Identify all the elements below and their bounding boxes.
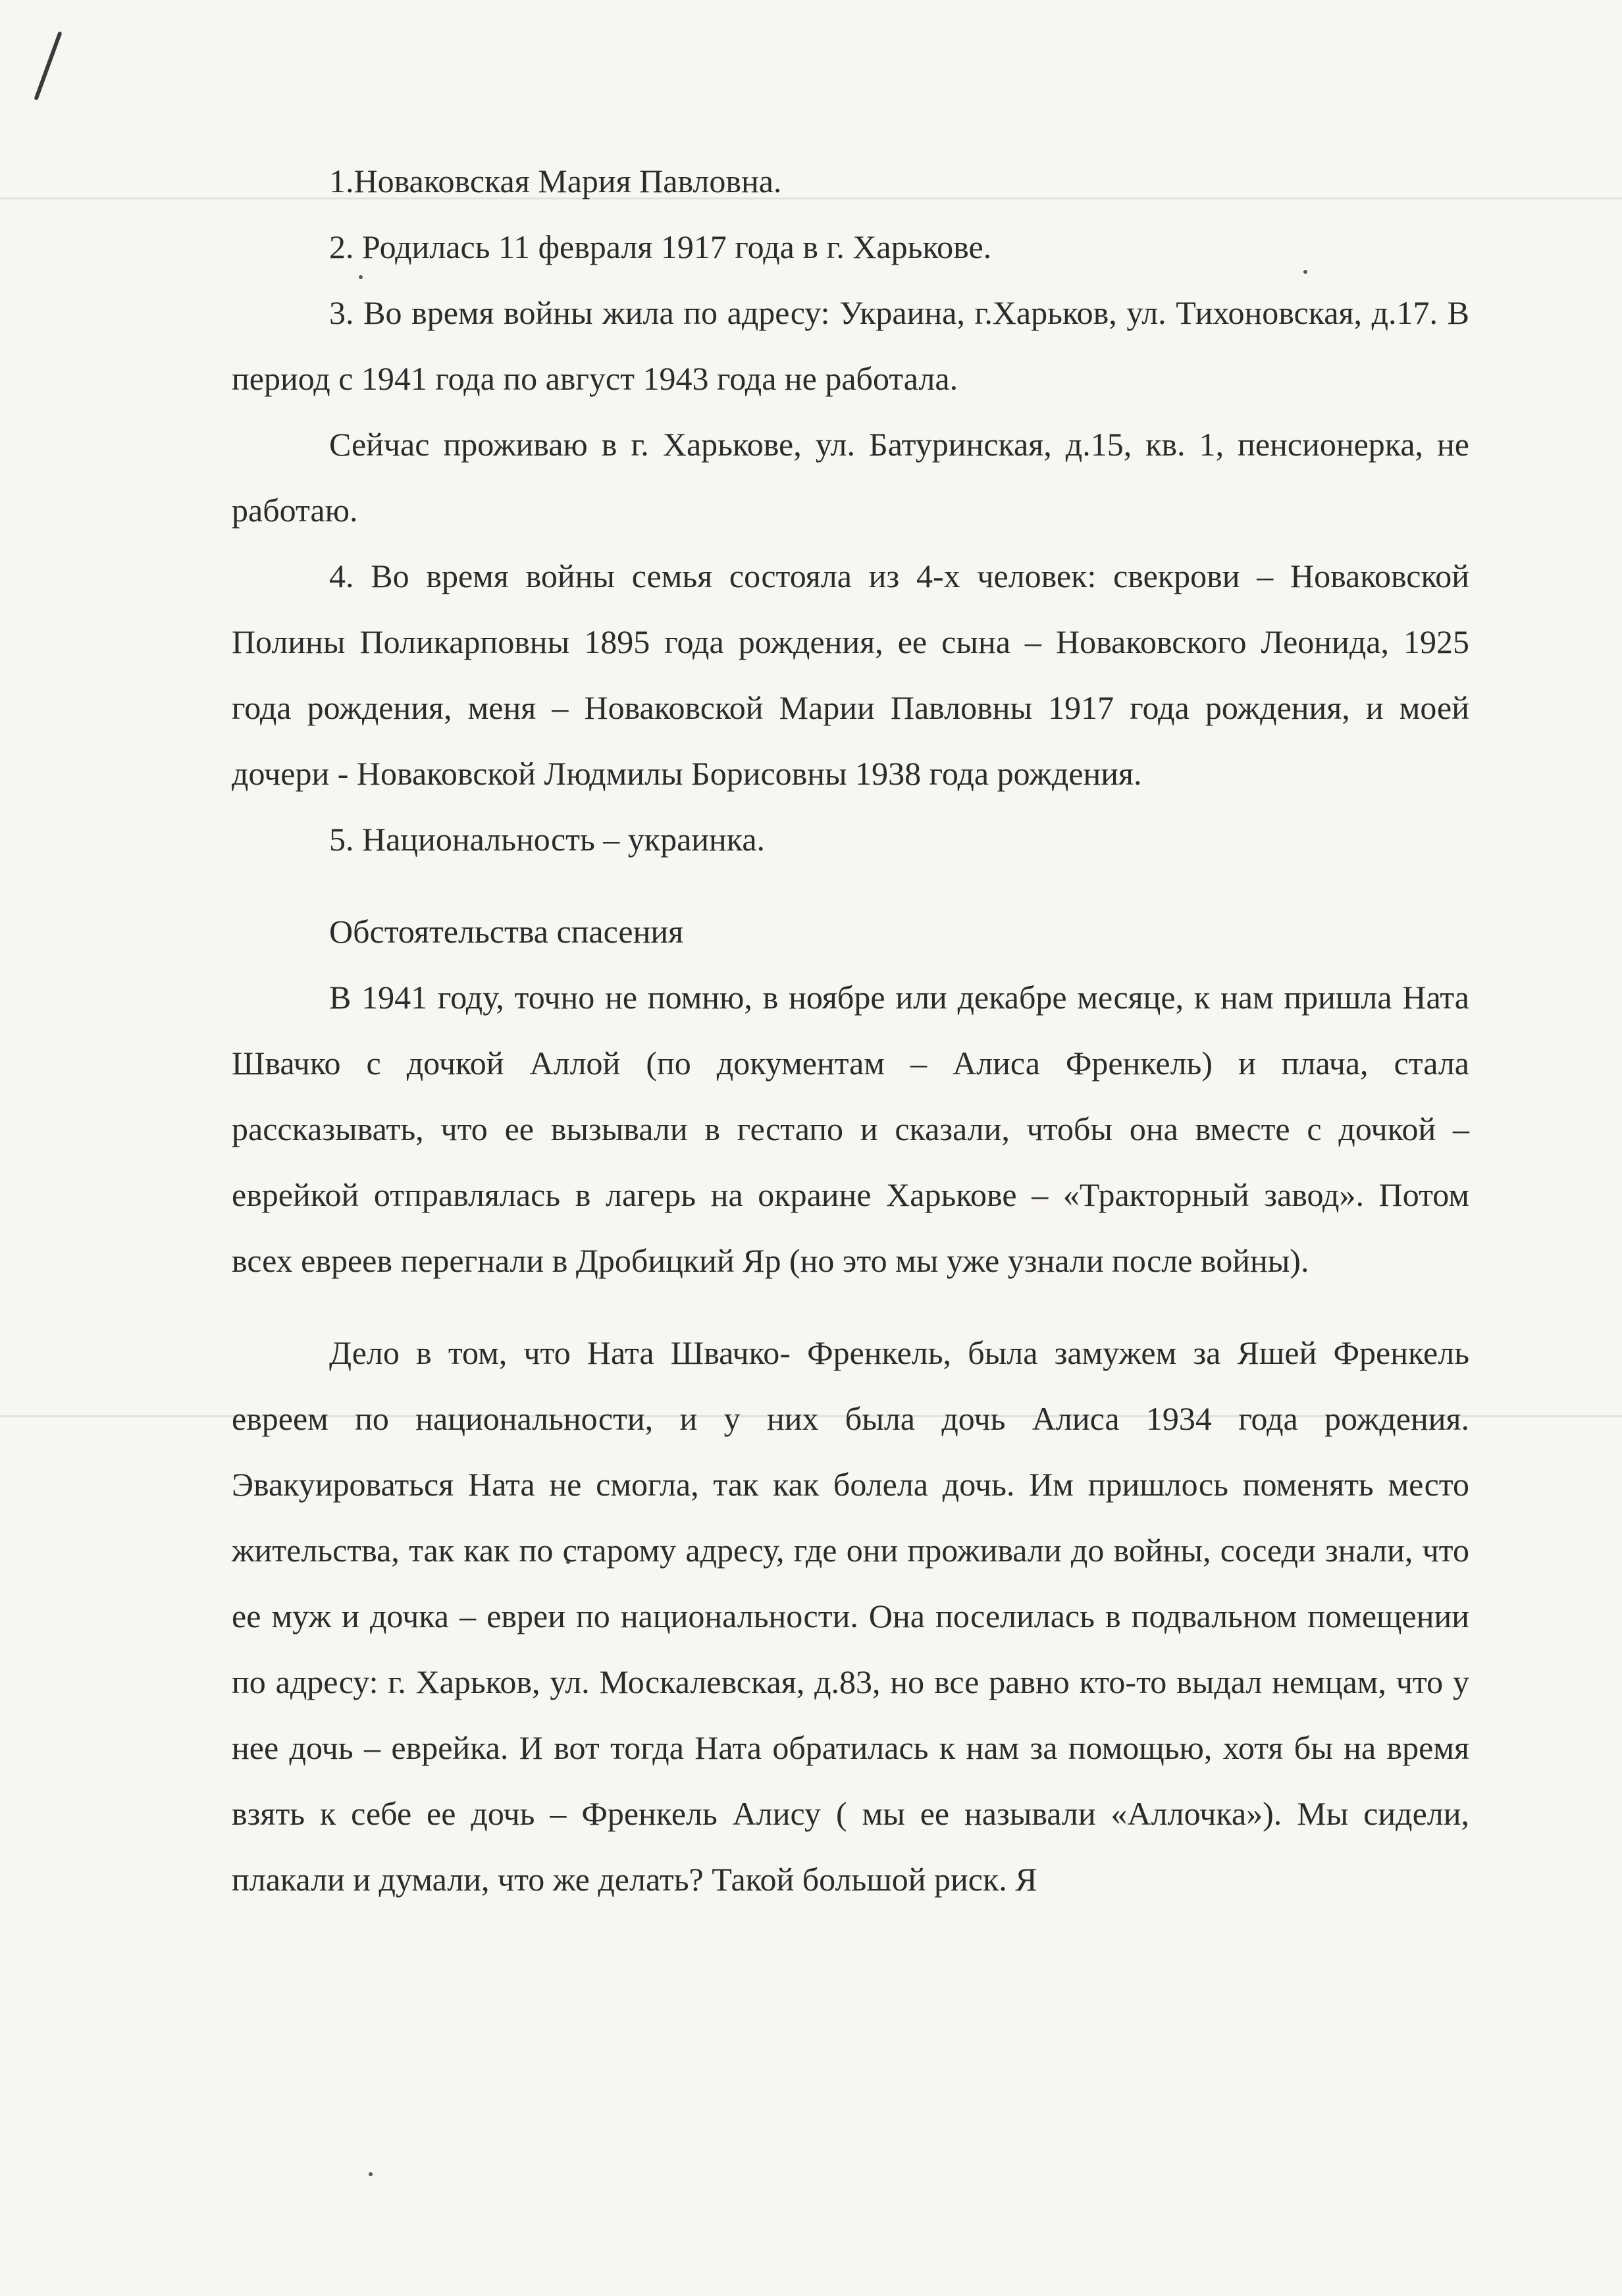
document-body: [232, 148, 1469, 1912]
paragraph-family: 4. Во время войны семья состояла из 4-х человек: свекрови – Новаковской Полины Поликарповны 1895 года рождения, ее сына – Новаковского Леонида, 1925 года рождения, меня – Новаковской Марии Павловны 1917 года рождения, и моей дочери - Новаковской Людмилы Борисовны 1938 года рождения.: [232, 558, 1469, 792]
paragraph-story-2: Дело в том, что Ната Швачко- Френкель, была замужем за Яшей Френкель евреем по национальности, и у них была дочь Алиса 1934 года рождения. Эвакуироваться Ната не смогла, так как болела дочь. Им пришлось поменять место жительства, так как по старому адресу, где они проживали до войны, соседи знали, что ее муж и дочка – евреи по национальности. Она поселилась в подвальном помещении по адресу: г. Харьков, ул. Москалевская, д.83, но все равно кто-то выдал немцам, что у нее дочь – еврейка. И вот тогда Ната обратилась к нам за помощью, хотя бы на время взять к себе ее дочь – Френкель Алису ( мы ее называли «Аллочка»). Мы сидели, плакали и думали, что же делать? Такой большой риск. Я: [232, 1334, 1469, 1898]
paragraph-birth: 2. Родилась 11 февраля 1917 года в г. Харькове.: [329, 228, 992, 265]
paragraph-address-now: Сейчас проживаю в г. Харькове, ул. Батуринская, д.15, кв. 1, пенсионерка, не работаю.: [232, 426, 1469, 529]
paragraph-nationality: 5. Национальность – украинка.: [329, 821, 766, 858]
paragraph-address-war: 3. Во время войны жила по адресу: Украина, г.Харьков, ул. Тихоновская, д.17. В период с 1941 года по август 1943 года не работала.: [232, 294, 1469, 397]
paragraph-name: 1.Новаковская Мария Павловна.: [329, 163, 782, 199]
speck: [369, 2172, 373, 2176]
section-title: Обстоятельства спасения: [329, 913, 684, 950]
paragraph-story-1: В 1941 году, точно не помню, в ноябре или декабре месяце, к нам пришла Ната Швачко с дочкой Аллой (по документам – Алиса Френкель) и плача, стала рассказывать, что ее вызывали в гестапо и сказали, чтобы она вместе с дочкой – еврейкой отправлялась в лагерь на окраине Харькове – «Тракторный завод». Потом всех евреев перегнали в Дробицкий Яр (но это мы уже узнали после войны).: [232, 979, 1469, 1279]
pen-mark: [34, 31, 62, 100]
